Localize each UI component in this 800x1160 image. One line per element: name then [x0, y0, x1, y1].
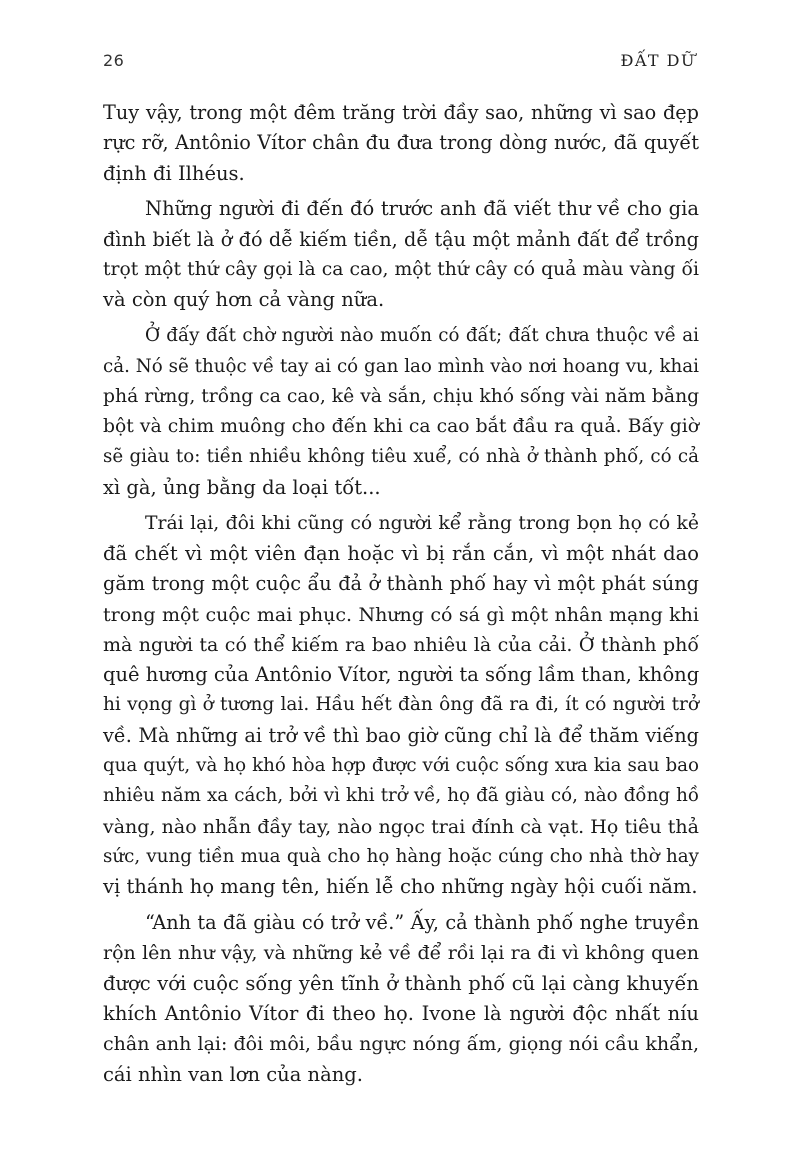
text-line: bột và chim muông cho đến khi ca cao bắt đầu ra quả. Bấy giờ — [103, 416, 699, 438]
text-line: trọt một thứ cây gọi là ca cao, một thứ cây có quả màu vàng ối — [103, 259, 699, 281]
text-line: mà người ta có thể kiếm ra bao nhiêu là của cải. Ở thành phố — [103, 633, 699, 656]
body-text — [103, 98, 699, 1090]
text-line: được với cuộc sống yên tĩnh ở thành phố cũ lại càng khuyến — [103, 971, 699, 995]
text-line: xì gà, ủng bằng da loại tốt... — [103, 475, 381, 499]
paragraph — [103, 194, 699, 315]
text-line: rộn lên như vậy, và những kẻ về để rồi lại ra đi vì không quen — [103, 942, 699, 965]
text-line: đình biết là ở đó dễ kiếm tiền, dễ tậu một mảnh đất để trồng — [103, 227, 699, 251]
text-line: chân anh lại: đôi môi, bầu ngực nóng ấm, giọng nói cầu khẩn, — [103, 1033, 699, 1056]
paragraph — [103, 908, 699, 1090]
text-line: Ở đấy đất chờ người nào muốn có đất; đất chưa thuộc về ai — [145, 325, 699, 347]
text-line: phá rừng, trồng ca cao, kê và sắn, chịu khó sống vài năm bằng — [103, 385, 700, 407]
text-line: cả. Nó sẽ thuộc về tay ai có gan lao mình vào nơi hoang vu, khai — [103, 355, 699, 377]
text-line: nhiêu năm xa cách, bởi vì khi trở về, họ đã giàu có, nào đồng hồ — [103, 785, 699, 807]
text-line: qua quýt, và họ khó hòa hợp được với cuộc sống xưa kia sau bao — [103, 755, 699, 777]
text-line: sức, vung tiền mua quà cho họ hàng hoặc cúng cho nhà thờ hay — [103, 845, 699, 867]
text-line: hi vọng gì ở tương lai. Hầu hết đàn ông đã ra đi, ít có người trở — [103, 694, 699, 716]
text-line: về. Mà những ai trở về thì bao giờ cũng chỉ là để thăm viếng — [103, 723, 699, 747]
text-line: định đi Ilhéus. — [103, 161, 245, 185]
page-number: 26 — [103, 51, 125, 70]
text-line: cái nhìn van lơn của nàng. — [103, 1062, 363, 1086]
paragraph — [103, 321, 699, 503]
text-line: Tuy vậy, trong một đêm trăng trời đầy sao, những vì sao đẹp — [103, 101, 699, 124]
text-line: và còn quý hơn cả vàng nữa. — [103, 288, 385, 312]
paragraph — [103, 509, 699, 903]
text-line: vị thánh họ mang tên, hiến lễ cho những ngày hội cuối năm. — [103, 875, 698, 899]
text-line: khích Antônio Vítor đi theo họ. Ivone là người độc nhất níu — [103, 1001, 699, 1025]
text-line: rực rỡ, Antônio Vítor chân đu đưa trong dòng nước, đã quyết — [103, 131, 699, 155]
text-line: Trái lại, đôi khi cũng có người kể rằng trong bọn họ có kẻ — [145, 512, 699, 534]
text-line: găm trong một cuộc ẩu đả ở thành phố hay vì một phát súng — [103, 572, 699, 596]
text-line: Những người đi đến đó trước anh đã viết thư về cho gia — [145, 197, 699, 221]
running-title: ĐẤT DỮ — [620, 51, 696, 70]
text-line: quê hương của Antônio Vítor, người ta sống lầm than, không — [103, 663, 700, 687]
text-line: trong một cuộc mai phục. Nhưng có sá gì một nhân mạng khi — [103, 603, 699, 626]
text-line: đã chết vì một viên đạn hoặc vì bị rắn cắn, vì một nhát dao — [103, 541, 699, 565]
text-line: “Anh ta đã giàu có trở về.” Ấy, cả thành phố nghe truyền — [145, 911, 699, 935]
paragraph — [103, 98, 699, 189]
text-line: sẽ giàu to: tiền nhiều không tiêu xuể, có nhà ở thành phố, có cả — [103, 446, 699, 468]
text-line: vàng, nào nhẫn đầy tay, nào ngọc trai đính cà vạt. Họ tiêu thả — [103, 815, 699, 838]
